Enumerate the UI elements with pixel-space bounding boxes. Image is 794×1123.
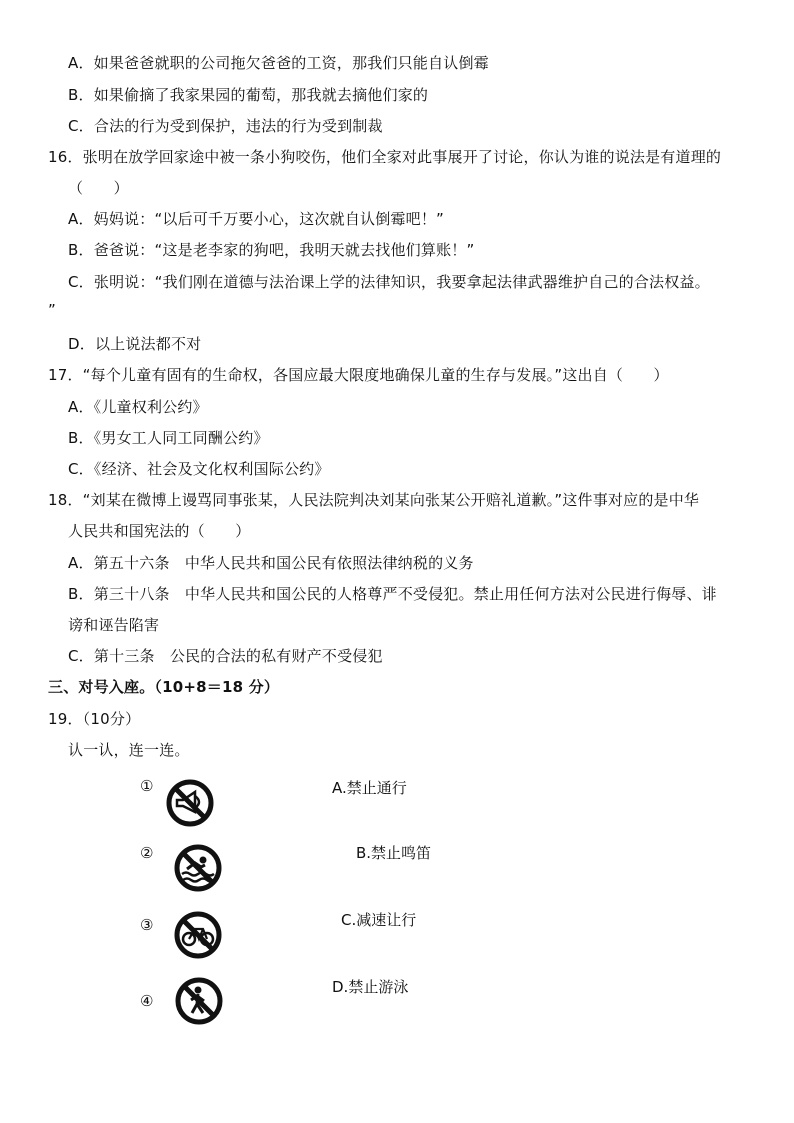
option-line: B．如果偷摘了我家果园的葡萄，那我就去摘他们家的 [68, 86, 429, 104]
sign-number: ③ [140, 916, 154, 934]
option-line: D．以上说法都不对 [68, 335, 202, 353]
option-line: B．第三十八条 中华人民共和国公民的人格尊严不受侵犯。禁止用任何方法对公民进行侮辱、诽 [68, 585, 717, 603]
question-19: 19．（10分） [48, 710, 141, 728]
option-line: A．《儿童权利公约》 [68, 398, 208, 416]
option-line: B．爸爸说：“这是老李家的狗吧，我明天就去找他们算账！” [68, 241, 475, 259]
question-16: 16．张明在放学回家途中被一条小狗咬伤，他们全家对此事展开了讨论，你认为谁的说法是有道理的 [48, 148, 722, 166]
section-heading: 三、对号入座。（10+8＝18 分） [48, 678, 280, 696]
question-18: 18．“刘某在微博上谩骂同事张某，人民法院判决刘某向张某公开赔礼道歉。”这件事对应的是中华 [48, 491, 700, 509]
no-pedestrian-icon [174, 976, 224, 1026]
question-17: 17．“每个儿童有固有的生命权，各国应最大限度地确保儿童的生存与发展。”这出自（ ） [48, 366, 669, 384]
sign-number: ② [140, 844, 154, 862]
option-line: C．《经济、社会及文化权利国际公约》 [68, 460, 330, 478]
option-label: D.禁止游泳 [332, 978, 409, 996]
no-swimming-icon [173, 843, 223, 893]
answer-blank: （ ） [68, 179, 129, 197]
option-line: C．张明说：“我们刚在道德与法治课上学的法律知识，我要拿起法律武器维护自己的合法权益。 [68, 273, 710, 291]
option-line: C．第十三条 公民的合法的私有财产不受侵犯 [68, 647, 383, 665]
option-label: C.减速让行 [341, 911, 417, 929]
option-line: A．妈妈说：“以后可千万要小心，这次就自认倒霉吧！” [68, 210, 445, 228]
option-line: C．合法的行为受到保护，违法的行为受到制裁 [68, 117, 383, 135]
option-line-continuation: 谤和诬告陷害 [68, 616, 160, 634]
sign-number: ④ [140, 992, 154, 1010]
question-18-continuation: 人民共和国宪法的（ ） [68, 522, 251, 540]
option-line-continuation: ” [48, 301, 56, 319]
no-bicycle-icon [173, 910, 223, 960]
instruction: 认一认，连一连。 [68, 741, 190, 759]
no-horn-icon [165, 778, 215, 828]
option-line: B．《男女工人同工同酬公约》 [68, 429, 269, 447]
option-line: A．第五十六条 中华人民共和国公民有依照法律纳税的义务 [68, 554, 474, 572]
option-label: B.禁止鸣笛 [356, 844, 432, 862]
sign-number: ① [140, 777, 154, 795]
option-label: A.禁止通行 [332, 779, 407, 797]
option-line: A．如果爸爸就职的公司拖欠爸爸的工资，那我们只能自认倒霉 [68, 54, 489, 72]
